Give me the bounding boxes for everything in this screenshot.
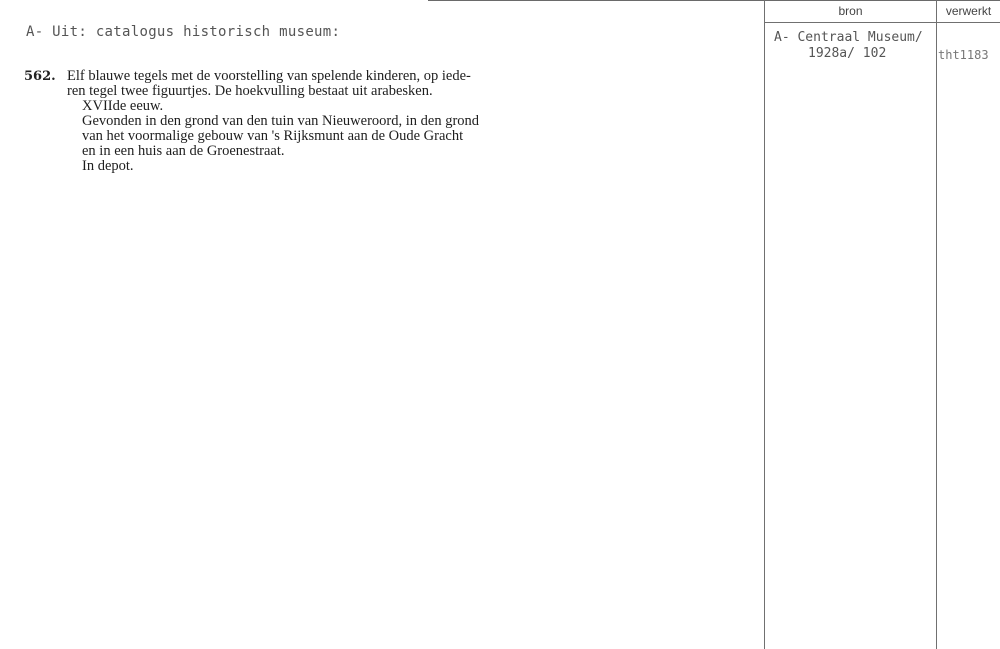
bron-line: 1928a/ 102	[808, 46, 887, 61]
entry-line: XVIIde eeuw.	[82, 98, 164, 114]
column-divider-verwerkt	[936, 0, 937, 649]
entry-line: en in een huis aan de Groenestraat.	[82, 143, 285, 159]
entry-description	[67, 69, 527, 174]
verwerkt-column-header: verwerkt	[945, 4, 992, 18]
bron-source	[774, 30, 923, 62]
entry-line: Gevonden in den grond van den tuin van Nieuweroord, in den grond	[82, 113, 480, 129]
top-rule	[428, 0, 1000, 1]
entry-number: 562.	[24, 69, 56, 84]
entry-line: In depot.	[82, 158, 134, 174]
column-divider-bron	[764, 0, 765, 649]
bron-column-header: bron	[838, 4, 863, 18]
entry-line: Elf blauwe tegels met de voorstelling van spelende kinderen, op iede-	[67, 68, 471, 84]
bron-line: A- Centraal Museum/	[774, 30, 923, 45]
verwerkt-code: tht1183	[938, 48, 989, 62]
entry-line: van het voormalige gebouw van 's Rijksmunt aan de Oude Gracht	[82, 128, 464, 144]
intro-heading: A- Uit: catalogus historisch museum:	[26, 24, 341, 40]
header-rule	[764, 22, 1000, 23]
entry-line: ren tegel twee figuurtjes. De hoekvulling bestaat uit arabesken.	[67, 83, 433, 99]
